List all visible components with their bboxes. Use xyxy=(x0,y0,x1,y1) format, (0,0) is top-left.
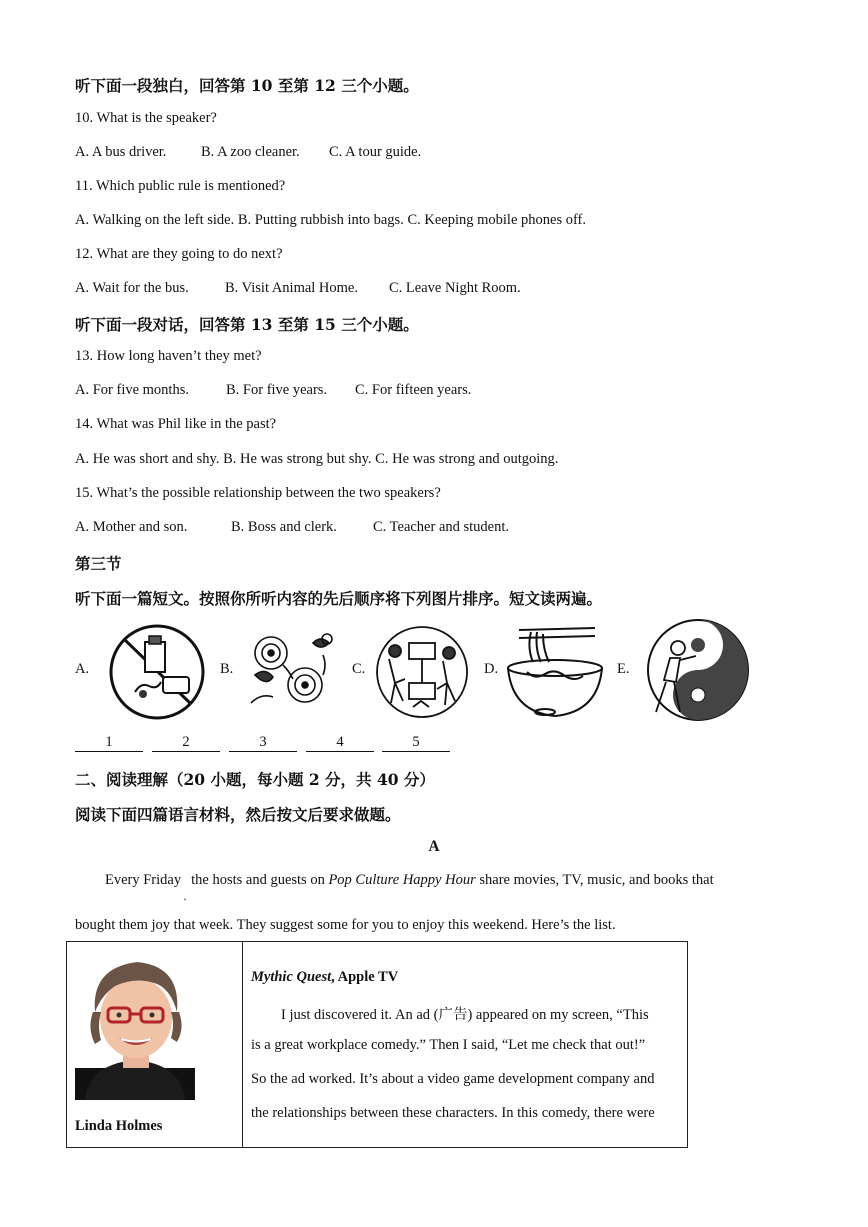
no-smoking-icon xyxy=(105,622,209,722)
option-c: C. For fifteen years. xyxy=(355,382,472,398)
answer-blank-3[interactable]: 3 xyxy=(229,735,297,752)
question-15: 15. What’s the possible relationship between the two speakers? xyxy=(75,485,441,501)
intro-mark: ˏ xyxy=(183,887,188,901)
section-heading-monologue: 听下面一段独白，回答第 10 至第 12 三个小题。 xyxy=(75,76,419,95)
section3-title: 第三节 xyxy=(75,554,122,573)
question-14: 14. What was Phil like in the past? xyxy=(75,416,277,432)
question-12: 12. What are they going to do next? xyxy=(75,246,283,262)
option-b: B. A zoo cleaner. xyxy=(201,144,300,160)
section-heading-dialogue: 听下面一段对话，回答第 13 至第 15 三个小题。 xyxy=(75,315,419,334)
answer-blank-1[interactable]: 1 xyxy=(75,735,143,752)
show-name: Pop Culture Happy Hour xyxy=(328,872,476,888)
answer-blank-4[interactable]: 4 xyxy=(306,735,374,752)
passage-label: A xyxy=(428,838,440,855)
intro-text: share movies, TV, music, and books that xyxy=(475,872,714,888)
picture-label-c: C. xyxy=(352,661,366,677)
linda-holmes-photo xyxy=(75,956,195,1100)
answer-blank-2[interactable]: 2 xyxy=(152,735,220,752)
option-c: C. Teacher and student. xyxy=(373,519,510,535)
show-heading xyxy=(251,969,398,986)
person-name: Linda Holmes xyxy=(75,1118,163,1134)
option-a: A. Wait for the bus. xyxy=(75,280,189,296)
option-b: B. Visit Animal Home. xyxy=(225,280,358,296)
option-c: C. A tour guide. xyxy=(329,144,422,160)
noodle-bowl-icon xyxy=(505,624,605,720)
question-11-options: A. Walking on the left side. B. Putting rubbish into bags. C. Keeping mobile phones off. xyxy=(75,212,586,228)
option-b: B. Boss and clerk. xyxy=(231,519,337,535)
option-a: A. For five months. xyxy=(75,382,189,398)
show-platform: , Apple TV xyxy=(331,969,399,985)
intro-text: the hosts and guests on xyxy=(191,872,329,888)
picture-label-a: A. xyxy=(75,661,90,677)
review-line-1: I just discovered it. An ad (广告) appeared on my screen, “This xyxy=(281,1007,649,1023)
question-11: 11. Which public rule is mentioned? xyxy=(75,178,286,194)
table-divider xyxy=(242,942,243,1147)
option-c: C. Leave Night Room. xyxy=(389,280,521,296)
part2-instruction: 阅读下面四篇语言材料，然后按文后要求做题。 xyxy=(75,805,401,824)
question-13: 13. How long haven’t they met? xyxy=(75,348,262,364)
recommendation-table xyxy=(66,941,688,1148)
show-title: Mythic Quest xyxy=(251,969,332,985)
picture-label-e: E. xyxy=(617,661,630,677)
passage-intro-line1 xyxy=(105,872,714,901)
review-line-2: is a great workplace comedy.” Then I said, “Let me check that out!” xyxy=(251,1037,646,1053)
dragon-boat-people-icon xyxy=(373,623,471,721)
answer-blank-5[interactable]: 5 xyxy=(382,735,450,752)
passage-intro-line2: bought them joy that week. They suggest some for you to enjoy this weekend. Here’s the list. xyxy=(75,917,616,933)
picture-label-d: D. xyxy=(484,661,499,677)
option-b: B. For five years. xyxy=(226,382,328,398)
peony-flowers-icon xyxy=(243,625,339,715)
section3-instruction: 听下面一篇短文。按照你所听内容的先后顺序将下列图片排序。短文读两遍。 xyxy=(75,589,603,608)
question-10: 10. What is the speaker? xyxy=(75,110,217,126)
review-line-3: So the ad worked. It’s about a video game development company and xyxy=(251,1071,655,1087)
part2-title: 二、阅读理解（20 小题，每小题 2 分，共 40 分） xyxy=(75,770,435,789)
option-a: A. Mother and son. xyxy=(75,519,188,535)
option-a: A. A bus driver. xyxy=(75,144,167,160)
question-14-options: A. He was short and shy. B. He was strong but shy. C. He was strong and outgoing. xyxy=(75,451,559,467)
taichi-yinyang-icon xyxy=(640,618,752,722)
intro-text: Every Friday xyxy=(105,872,182,888)
review-line-4: the relationships between these characters. In this comedy, there were xyxy=(251,1105,655,1121)
picture-label-b: B. xyxy=(220,661,234,677)
